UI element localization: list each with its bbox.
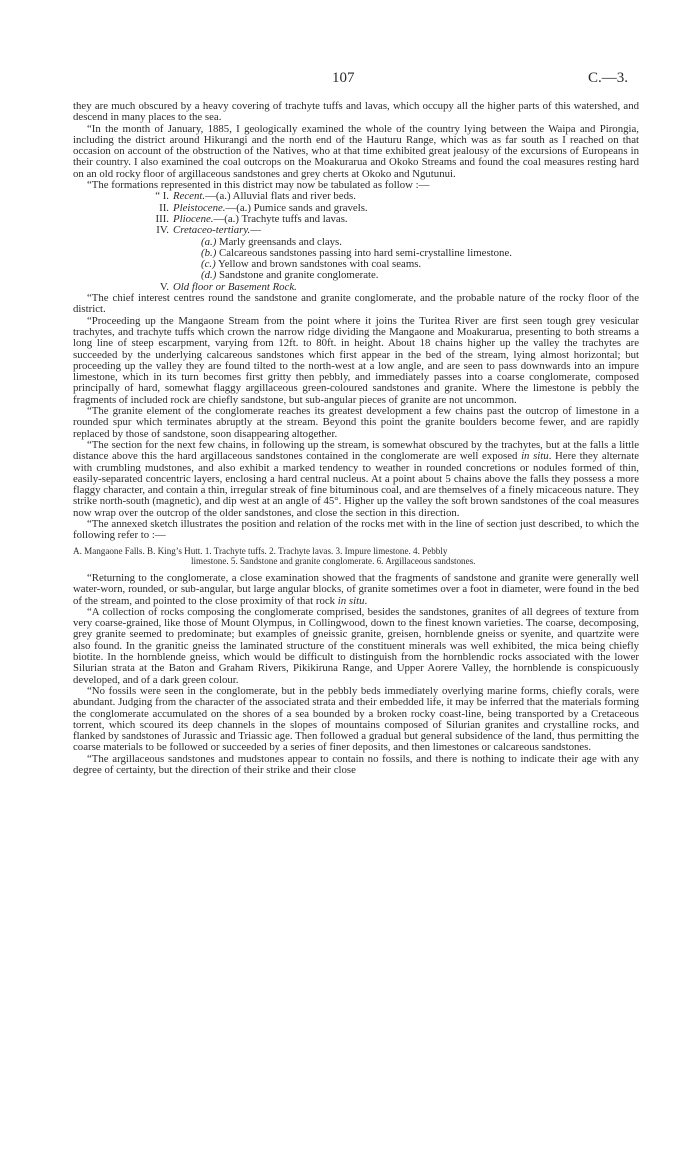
formation-name: Pleistocene. (173, 201, 226, 214)
paragraph: “The chief interest centres round the sandstone and granite conglomerate, and the probable nature of the rocky floor of the district. (73, 292, 639, 316)
paragraph-text: “Returning to the conglomerate, a close examination showed that the fragments of sandstone and granite were generally well water-worn, rounded, or sub-angular, but large angular blocks, of granite sometimes over a foot in diameter, were found in the bed of the stream, and pointed to the close proximity of that rock (73, 571, 639, 607)
subdivision-letter: (c.) (201, 258, 216, 271)
paragraph-text: . (364, 594, 368, 607)
formation-detail: —(a.) Alluvial flats and river beds. (205, 190, 356, 203)
subdivision-text: Marly greensands and clays. (219, 235, 342, 248)
formation-number: IV. (156, 224, 169, 237)
sketch-caption (73, 546, 639, 566)
formation-name: Cretaceo-tertiary. (173, 224, 251, 237)
subdivision-letter: (d.) (201, 269, 217, 282)
formation-table (73, 191, 639, 293)
paragraph: “A collection of rocks composing the conglomerate comprised, besides the sandstones, granites of all degrees of texture from very coarse-grained, like those of Mount Olympus, in Collingwood, down to the finest known varieties. The coarse, decomposing, grey granite seemed to predominate; but examples of gneissic granite, greisen, hornblende gneiss or syenite, and quartzite were also found. In the granitic gneiss the laminated structure of the constituent minerals was well exhibited, the mica being chiefly biotite. In the hornblende gneiss, which would be difficult to distinguish from the hornblendic rocks associated with the lower Silurian strata at the Baton and Graham Rivers, Pikikiruna Range, and Upper Aorere Valley, the hornblende is conspicuously developed, and of a dark green colour. (73, 605, 639, 686)
page-number: 107 (332, 70, 355, 86)
paragraph: “Proceeding up the Mangaone Stream from the point where it joins the Turitea River are first seen tough grey vesicular trachytes, and trachyte tuffs which crown the narrow ridge dividing the Mangaone and Moakurarua, presenting to both streams a long line of steep escarpment, varying from 12ft. to 80ft. in height. About 18 chains higher up the valley the trachytes are succeeded by the underlying calcareous sandstones which first appear in the bed of the stream, lying almost horizontal; but proceeding up the valley they are found tilted to the north-west at a low angle, and are seen to pass downwards into an impure limestone, which in its turn becomes first gritty then pebbly, and immediately passes into a coarse conglomerate, composed principally of hard, somewhat flaggy argillaceous green-coloured sandstones and granite. Where the limestone is pebbly the fragments of included rock are chiefly sandstone, but sub-angular pieces of granite are not uncommon. (73, 314, 639, 406)
caption-line: limestone. 5. Sandstone and granite conglomerate. 6. Argillaceous sandstones. (191, 555, 476, 566)
formation-number: “ I. (155, 190, 169, 203)
formation-number: II. (159, 201, 169, 214)
subdivision-item (73, 270, 639, 281)
paragraph: “The formations represented in this district may now be tabulated as follow :— (87, 179, 430, 192)
paragraph (73, 573, 639, 607)
formation-detail: —(a.) Trachyte tuffs and lavas. (213, 212, 348, 225)
paragraph-text: . Here they alternate with crumbling mudstones, and also exhibit a marked tendency to weather in rounded concretions or nodules formed of thin, easily-separated concentric layers, enclosing a hard central nucleus. At a point about 5 chains above the falls they possess a more flaggy character, and contain a thin, irregular streak of fine bituminous coal, and are themselves of a finely micaceous nature. They strike north-south (magnetic), and dip west at an angle of 45°. Higher up the valley the soft brown sandstones of the coal measures now wrap over the outcrop of the older sandstones, and close the section in this direction. (73, 450, 639, 519)
formation-item (73, 225, 639, 236)
paragraph: “No fossils were seen in the conglomerate, but in the pebbly beds immediately overlying marine forms, chiefly corals, were abundant. Judging from the character of the associated strata and their embedded life, it may be inferred that the materials forming the conglomerate accumulated on the shores of a sea bounded by a broken rocky coast-line, being transported by a Cretaceous torrent, which scoured its deep channels in the slopes of mountains composed of Silurian granites and crystalline rocks, and flanked by sandstones of Jurassic and Triassic age. Then followed a gradual but general subsidence of the land, thus permitting the coarse materials to be followed or succeeded by a series of finer deposits, and then limestones or calcareous sandstones. (73, 684, 639, 754)
paragraph: “In the month of January, 1885, I geologically examined the whole of the country lying between the Waipa and Pirongia, including the district around Hikurangi and the north end of the Hauturu Range, which was as far south as I reached on that occasion on account of the obstruction of the Natives, who at that time exhibited great jealousy of the excursions of Europeans in their country. I also examined the coal outcrops on the Moakurarua and Okoko Streams and found the coal measures resting hard on an old rocky floor of argillaceous sandstones and grey cherts at Okoko and Ngutunui. (73, 122, 639, 180)
paragraph: “The annexed sketch illustrates the position and relation of the rocks met with in the line of section just described, to which the following refer to :— (73, 517, 639, 542)
subdivision-text: Sandstone and granite conglomerate. (219, 269, 379, 282)
body-text (73, 101, 639, 776)
page-header (0, 70, 700, 94)
formation-number: III. (155, 212, 169, 225)
formation-name: Old floor or Basement Rock. (173, 280, 297, 293)
subdivision-letter: (a.) (201, 235, 217, 248)
formation-name: Recent. (173, 190, 206, 203)
paragraph: “The argillaceous sandstones and mudstones appear to contain no fossils, and there is nothing to indicate their age with any degree of certainty, but the direction of their strike and their close (73, 752, 639, 777)
paragraph-text: “The section for the next few chains, in following up the stream, is somewhat obscured by the trachytes, but at the falls a little distance above this the hard argillaceous sandstones contained in the conglomerate are well exposed (73, 438, 639, 463)
subdivision-text: Calcareous sandstones passing into hard semi-crystalline limestone. (219, 246, 512, 259)
formation-detail: — (250, 224, 262, 237)
subdivision-text: Yellow and brown sandstones with coal seams. (218, 258, 422, 271)
paragraph: “The granite element of the conglomerate reaches its greatest development a few chains past the outcrop of limestone in a rounded spur which terminates abruptly at the stream. Beyond this point the granite boulders become fewer, and are rapidly replaced by those of sandstone, soon disappearing altogether. (73, 405, 639, 440)
paragraph: they are much obscured by a heavy covering of trachyte tuffs and lavas, which occupy all the higher parts of this watershed, and descend in many places to the sea. (73, 100, 639, 124)
paragraph-italic: in situ (521, 450, 549, 463)
formation-detail: —(a.) Pumice sands and gravels. (225, 201, 368, 214)
caption-line: A. Mangaone Falls. B. King’s Hutt. 1. Trachyte tuffs. 2. Trachyte lavas. 3. Impure limestone. 4. Pebbly (73, 545, 448, 556)
formation-name: Pliocene. (173, 212, 214, 225)
paragraph-italic: in situ (337, 594, 365, 607)
paragraph (73, 440, 639, 519)
formation-number: V. (159, 280, 169, 293)
document-code: C.—3. (587, 70, 628, 86)
subdivision-letter: (b.) (201, 246, 217, 259)
